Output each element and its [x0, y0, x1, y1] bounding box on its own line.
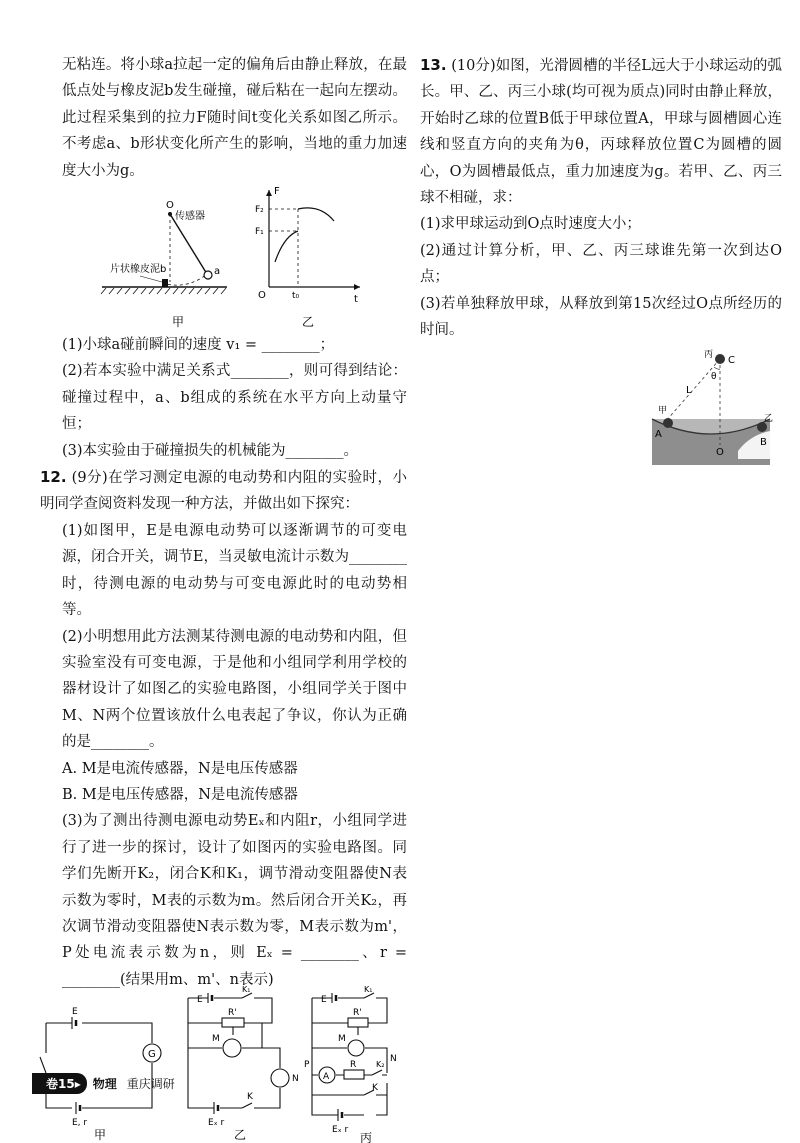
- yi-label-K1: K₁: [242, 985, 251, 995]
- q11-figure-jia: [101, 200, 227, 329]
- q13-number: 13.: [420, 56, 447, 74]
- axis-label-t: t: [354, 294, 358, 306]
- caption-jia: 甲: [172, 315, 185, 330]
- fig-label-a: a: [214, 266, 221, 278]
- q13-label-L: L: [686, 385, 692, 397]
- circuit-bing: [312, 993, 387, 1121]
- q13-stem: [420, 52, 782, 211]
- q12-part-1: (1)如图甲，E是电源电动势可以逐渐调节的可变电源，闭合开关，调节E，当灵敏电流计示数为________时，待测电源的电动势与可变电源此时的电动势相等。: [62, 522, 407, 619]
- circuit-jia: [40, 1017, 161, 1114]
- right-column: [420, 52, 782, 471]
- q12-part-2: (2)小明想用此方法测某待测电源的电动势和内阻，但实验室没有可变电源，于是他和小组同学利用学校的器材设计了如图乙的实验电路图，小组同学关于图中M、N两个位置该放什么电表起了争议，你认为正确的是________。: [62, 628, 407, 751]
- fig-label-sensor: 传感器: [175, 211, 205, 223]
- q11-intro: 无粘连。将小球a拉起一定的偏角后由静止释放，在最低点处与橡皮泥b发生碰撞，碰后粘在一起向左摆动。此过程采集到的拉力F随时间t变化关系如图乙所示。不考虑a、b形状变化所产生的影响，当地的重力加速度大小为g。: [62, 57, 407, 179]
- q13-label-O: O: [716, 447, 724, 459]
- label-t0: t₀: [292, 291, 300, 302]
- q13-label-yi: 乙: [764, 414, 774, 425]
- q13-label-A: A: [655, 429, 662, 441]
- bing-label-P: P: [304, 1060, 310, 1071]
- jia-label-G: G: [148, 1049, 156, 1061]
- bing-label-R: R: [350, 1060, 357, 1071]
- bing-label-M: M: [338, 1034, 346, 1045]
- jia-label-E: E: [72, 1007, 78, 1018]
- jia-label-Er: E, r: [72, 1118, 88, 1129]
- bing-label-K: K: [372, 1083, 378, 1094]
- q11-figures: [62, 184, 407, 332]
- q11-figure-yi: [255, 186, 360, 329]
- yi-label-M: M: [212, 1034, 220, 1045]
- yi-label-Exr: Eₓ r: [208, 1118, 225, 1129]
- bing-label-Exr: Eₓ r: [332, 1125, 349, 1136]
- q13-item-1: (1)求甲球运动到O点时速度大小；: [420, 216, 641, 233]
- q13-item-3: (3)若单独释放甲球，从释放到第15次经过O点所经历的时间。: [420, 295, 782, 339]
- label-F1: F₁: [255, 227, 264, 238]
- yi-label-E: E: [197, 995, 203, 1006]
- q13-label-theta: θ: [711, 372, 717, 383]
- q13-stem-text: (10分)如图，光滑圆槽的半径L远大于小球运动的弧长。甲、乙、丙三小球(均可视为质点)同时由静止释放，开始时乙球的位置B低于甲球位置A，甲球与圆槽圆心连线和竖直方向的夹角为θ，丙球释放位置C为圆槽的圆心，O为圆槽最低点，重力加速度为g。若甲、乙、丙三球不相碰，求：: [420, 58, 782, 207]
- yi-label-N: N: [292, 1074, 299, 1085]
- bing-label-Rp: R': [353, 1008, 362, 1019]
- q11-item-1: (1)小球a碰前瞬间的速度 v₁ = ________；: [62, 337, 335, 354]
- bing-label-K2: K₂: [376, 1060, 385, 1070]
- q12-stem-text: (9分)在学习测定电源的电动势和内阻的实验时，小明同学查阅资料发现一种方法，并做出如下探究：: [40, 470, 407, 513]
- q13-label-B: B: [760, 437, 767, 449]
- fig-label-clay: 片状橡皮泥b: [110, 264, 167, 276]
- circuit-yi: [188, 993, 289, 1114]
- q12-option-a: A. M是电流传感器，N是电压传感器: [62, 760, 298, 777]
- q13-label-C: C: [728, 355, 735, 367]
- caption-circuit-bing: 丙: [360, 1131, 373, 1143]
- axis-label-O: O: [258, 290, 266, 302]
- caption-yi: 乙: [302, 315, 315, 330]
- q13-figure: [420, 351, 782, 471]
- footer-subject: 物理: [92, 1076, 117, 1091]
- bing-label-A: A: [323, 1072, 330, 1083]
- q12-circuits: [42, 985, 397, 1143]
- bing-label-E: E: [321, 995, 327, 1006]
- q13-item-2: (2)通过计算分析，甲、乙、丙三球谁先第一次到达O点；: [420, 242, 782, 286]
- label-F2: F₂: [255, 205, 264, 216]
- bing-label-N: N: [390, 1054, 397, 1065]
- q12-part-3: (3)为了测出待测电源电动势Eₓ和内阻r，小组同学进行了进一步的探讨，设计了如图丙的实验电路图。同学们先断开K₂，闭合K和K₁，调节滑动变阻器使N表示数为零时，M表的示数为m。然后闭合开关K₂，再次调节滑动变阻器使N表示数为零，M表示数为m'，P处电流表示数为n，则 Eₓ = ________、r = ________(结果用m、m'、n表示): [62, 813, 407, 988]
- caption-circuit-yi: 乙: [234, 1128, 247, 1143]
- footer-region: 重庆调研: [126, 1076, 175, 1091]
- q11-item-2: (2)若本实验中满足关系式________，则可得到结论：碰撞过程中，a、b组成的系统在水平方向上动量守恒；: [62, 363, 407, 433]
- footer-badge: 卷15▸: [32, 1073, 87, 1094]
- caption-circuit-jia: 甲: [94, 1128, 107, 1143]
- fig-label-o: O: [166, 200, 174, 212]
- bing-label-K1: K₁: [364, 985, 373, 995]
- q11-item-3: (3)本实验由于碰撞损失的机械能为________。: [62, 442, 359, 459]
- yi-label-K: K: [247, 1092, 253, 1103]
- q12-number: 12.: [40, 468, 67, 487]
- yi-label-Rp: R': [228, 1008, 237, 1019]
- q12-stem: [40, 464, 407, 518]
- q13-label-jia: 甲: [658, 406, 668, 417]
- page-footer: [32, 1070, 175, 1096]
- q13-label-bing: 丙: [704, 350, 714, 361]
- axis-label-F: F: [274, 186, 280, 198]
- q12-option-b: B. M是电压传感器，N是电流传感器: [62, 786, 298, 803]
- left-column: [40, 52, 407, 1143]
